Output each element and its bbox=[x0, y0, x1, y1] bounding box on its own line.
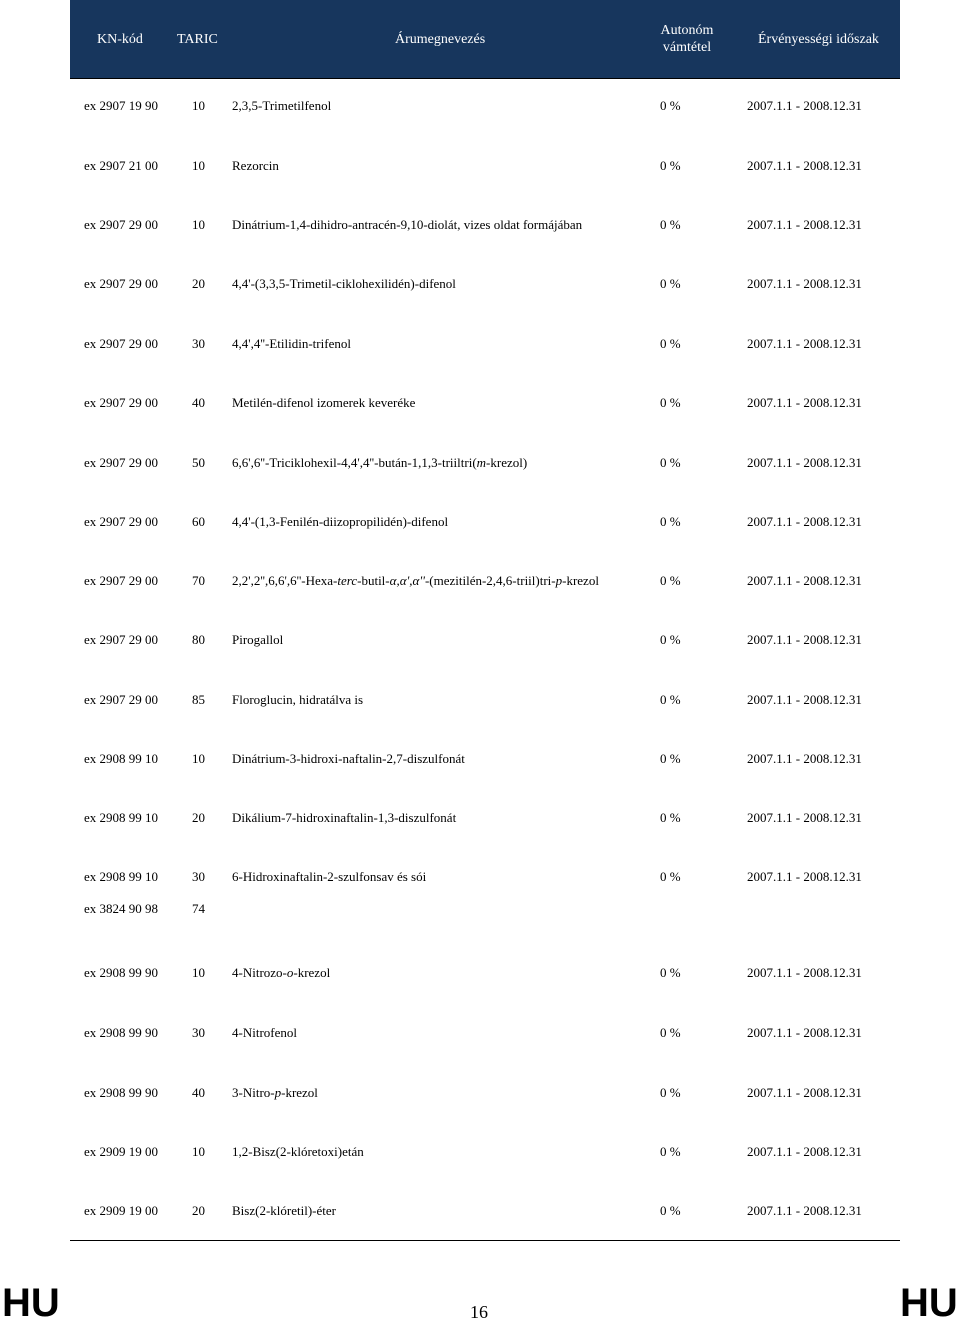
validity-period: 2007.1.1 - 2008.12.31 bbox=[747, 692, 862, 707]
kn-code: ex 2907 29 00 bbox=[84, 573, 159, 588]
description-italic-part: o bbox=[286, 965, 294, 980]
duty-rate: 0 % bbox=[660, 276, 681, 291]
taric-code: 40 bbox=[192, 395, 205, 410]
product-description: 4,4'-(1,3-Fenilén-diizopropilidén)-difenol bbox=[232, 514, 449, 529]
table-header bbox=[70, 0, 900, 78]
validity-period: 2007.1.1 - 2008.12.31 bbox=[747, 98, 862, 113]
product-description: Dinátrium-3-hidroxi-naftalin-2,7-diszulfonát bbox=[232, 751, 465, 766]
product-description: Dikálium-7-hidroxinaftalin-1,3-diszulfonát bbox=[232, 810, 457, 825]
product-description: 4,4'-(3,3,5-Trimetil-ciklohexilidén)-difenol bbox=[232, 276, 456, 291]
page-number: 16 bbox=[470, 1302, 488, 1322]
description-italic-part: m bbox=[476, 455, 487, 470]
kn-code: ex 2907 19 90 bbox=[84, 98, 159, 113]
description-part: -krezol bbox=[562, 573, 599, 588]
product-description: 6-Hidroxinaftalin-2-szulfonsav és sói bbox=[232, 869, 427, 884]
kn-code: ex 2907 29 00 bbox=[84, 217, 159, 232]
duty-rate: 0 % bbox=[660, 98, 681, 113]
duty-rate: 0 % bbox=[660, 336, 681, 351]
product-description bbox=[232, 573, 599, 589]
description-part: -butil- bbox=[357, 573, 390, 588]
product-description: 1,2-Bisz(2-klóretoxi)etán bbox=[232, 1144, 364, 1159]
kn-code: ex 2908 99 90 bbox=[84, 965, 159, 980]
duty-rate: 0 % bbox=[660, 1203, 681, 1218]
taric-code: 20 bbox=[192, 1203, 205, 1218]
product-description: Metilén-difenol izomerek keveréke bbox=[232, 395, 416, 410]
taric-code: 10 bbox=[192, 1144, 205, 1159]
duty-rate: 0 % bbox=[660, 692, 681, 707]
description-part: 2,2',2'',6,6',6''-Hexa- bbox=[232, 573, 338, 588]
validity-period: 2007.1.1 - 2008.12.31 bbox=[747, 514, 862, 529]
validity-period: 2007.1.1 - 2008.12.31 bbox=[747, 158, 862, 173]
validity-period: 2007.1.1 - 2008.12.31 bbox=[747, 455, 862, 470]
taric-code: 10 bbox=[192, 158, 205, 173]
description-part: -krezol) bbox=[486, 455, 528, 470]
validity-period: 2007.1.1 - 2008.12.31 bbox=[747, 810, 862, 825]
duty-rate: 0 % bbox=[660, 1144, 681, 1159]
validity-period: 2007.1.1 - 2008.12.31 bbox=[747, 276, 862, 291]
product-description: 4-Nitrofenol bbox=[232, 1025, 297, 1040]
taric-code: 85 bbox=[192, 692, 205, 707]
taric-code: 10 bbox=[192, 98, 205, 113]
kn-code: ex 2909 19 00 bbox=[84, 1144, 159, 1159]
kn-code: ex 2907 29 00 bbox=[84, 455, 159, 470]
duty-rate: 0 % bbox=[660, 158, 681, 173]
description-part: -(mezitilén-2,4,6-triil)tri- bbox=[424, 573, 556, 588]
taric-code: 80 bbox=[192, 632, 205, 647]
kn-code: ex 2908 99 90 bbox=[84, 1025, 159, 1040]
product-description: Floroglucin, hidratálva is bbox=[232, 692, 364, 707]
taric-code: 20 bbox=[192, 276, 205, 291]
taric-code: 30 bbox=[192, 1025, 205, 1040]
taric-code: 10 bbox=[192, 751, 205, 766]
duty-rate: 0 % bbox=[660, 810, 681, 825]
kn-code: ex 2907 29 00 bbox=[84, 692, 159, 707]
taric-code: 74 bbox=[192, 901, 205, 916]
kn-code: ex 2907 29 00 bbox=[84, 395, 159, 410]
validity-period: 2007.1.1 - 2008.12.31 bbox=[747, 395, 862, 410]
taric-code: 50 bbox=[192, 455, 205, 470]
footer-language-right: HU bbox=[900, 1281, 958, 1325]
duty-rate: 0 % bbox=[660, 869, 681, 884]
kn-code: ex 2907 29 00 bbox=[84, 514, 159, 529]
validity-period: 2007.1.1 - 2008.12.31 bbox=[747, 336, 862, 351]
validity-period: 2007.1.1 - 2008.12.31 bbox=[747, 217, 862, 232]
duty-rate: 0 % bbox=[660, 632, 681, 647]
description-part: -krezol bbox=[281, 1085, 318, 1100]
header-rate-line2: vámtétel bbox=[662, 40, 712, 55]
taric-code: 30 bbox=[192, 869, 205, 884]
validity-period: 2007.1.1 - 2008.12.31 bbox=[747, 1025, 862, 1040]
taric-code: 20 bbox=[192, 810, 205, 825]
header-description: Árumegnevezés bbox=[395, 31, 486, 47]
taric-code: 40 bbox=[192, 1085, 205, 1100]
header-rate-line1: Autonóm bbox=[660, 23, 714, 38]
description-part: 6,6',6''-Triciklohexil-4,4',4''-bután-1,1,3-triiltri( bbox=[232, 455, 477, 470]
product-description bbox=[232, 1085, 318, 1101]
description-part: 3-Nitro- bbox=[232, 1085, 275, 1100]
kn-code: ex 2908 99 90 bbox=[84, 1085, 159, 1100]
kn-code: ex 2908 99 10 bbox=[84, 751, 159, 766]
validity-period: 2007.1.1 - 2008.12.31 bbox=[747, 573, 862, 588]
header-rule bbox=[70, 78, 900, 79]
header-rate bbox=[642, 0, 732, 78]
header-kn-code: KN-kód bbox=[97, 31, 143, 47]
validity-period: 2007.1.1 - 2008.12.31 bbox=[747, 1144, 862, 1159]
kn-code: ex 2907 21 00 bbox=[84, 158, 159, 173]
product-description: Dinátrium-1,4-dihidro-antracén-9,10-diolát, vizes oldat formájában bbox=[232, 217, 583, 232]
kn-code: ex 2909 19 00 bbox=[84, 1203, 159, 1218]
duty-rate: 0 % bbox=[660, 965, 681, 980]
product-description: Rezorcin bbox=[232, 158, 279, 173]
validity-period: 2007.1.1 - 2008.12.31 bbox=[747, 1203, 862, 1218]
description-italic-part: p bbox=[274, 1085, 282, 1100]
validity-period: 2007.1.1 - 2008.12.31 bbox=[747, 1085, 862, 1100]
description-italic-part: p bbox=[555, 573, 563, 588]
product-description: Bisz(2-klóretil)-éter bbox=[232, 1203, 336, 1218]
validity-period: 2007.1.1 - 2008.12.31 bbox=[747, 751, 862, 766]
validity-period: 2007.1.1 - 2008.12.31 bbox=[747, 869, 862, 884]
duty-rate: 0 % bbox=[660, 455, 681, 470]
table-bottom-rule bbox=[70, 1240, 900, 1241]
product-description: 2,3,5-Trimetilfenol bbox=[232, 98, 332, 113]
kn-code: ex 2908 99 10 bbox=[84, 810, 159, 825]
taric-code: 30 bbox=[192, 336, 205, 351]
duty-rate: 0 % bbox=[660, 217, 681, 232]
duty-rate: 0 % bbox=[660, 1025, 681, 1040]
duty-rate: 0 % bbox=[660, 573, 681, 588]
validity-period: 2007.1.1 - 2008.12.31 bbox=[747, 632, 862, 647]
kn-code: ex 2907 29 00 bbox=[84, 336, 159, 351]
taric-code: 60 bbox=[192, 514, 205, 529]
taric-code: 10 bbox=[192, 965, 205, 980]
description-part: 4-Nitrozo- bbox=[232, 965, 287, 980]
description-italic-part: α,α',α'' bbox=[389, 573, 425, 588]
product-description bbox=[232, 965, 330, 981]
product-description: 4,4',4''-Etilidin-trifenol bbox=[232, 336, 351, 351]
product-description: Pirogallol bbox=[232, 632, 284, 647]
description-part: -krezol bbox=[293, 965, 331, 980]
duty-rate: 0 % bbox=[660, 395, 681, 410]
duty-rate: 0 % bbox=[660, 751, 681, 766]
duty-rate: 0 % bbox=[660, 1085, 681, 1100]
duty-rate: 0 % bbox=[660, 514, 681, 529]
header-taric: TARIC bbox=[177, 31, 218, 47]
kn-code: ex 3824 90 98 bbox=[84, 901, 159, 916]
kn-code: ex 2908 99 10 bbox=[84, 869, 159, 884]
table-subrow bbox=[0, 901, 960, 917]
kn-code: ex 2907 29 00 bbox=[84, 276, 159, 291]
taric-code: 70 bbox=[192, 573, 205, 588]
product-description bbox=[232, 455, 527, 471]
validity-period: 2007.1.1 - 2008.12.31 bbox=[747, 965, 862, 980]
footer-language-left: HU bbox=[2, 1281, 60, 1325]
description-italic-part: terc bbox=[337, 573, 358, 588]
kn-code: ex 2907 29 00 bbox=[84, 632, 159, 647]
header-period: Érvényességi időszak bbox=[758, 31, 879, 47]
taric-code: 10 bbox=[192, 217, 205, 232]
